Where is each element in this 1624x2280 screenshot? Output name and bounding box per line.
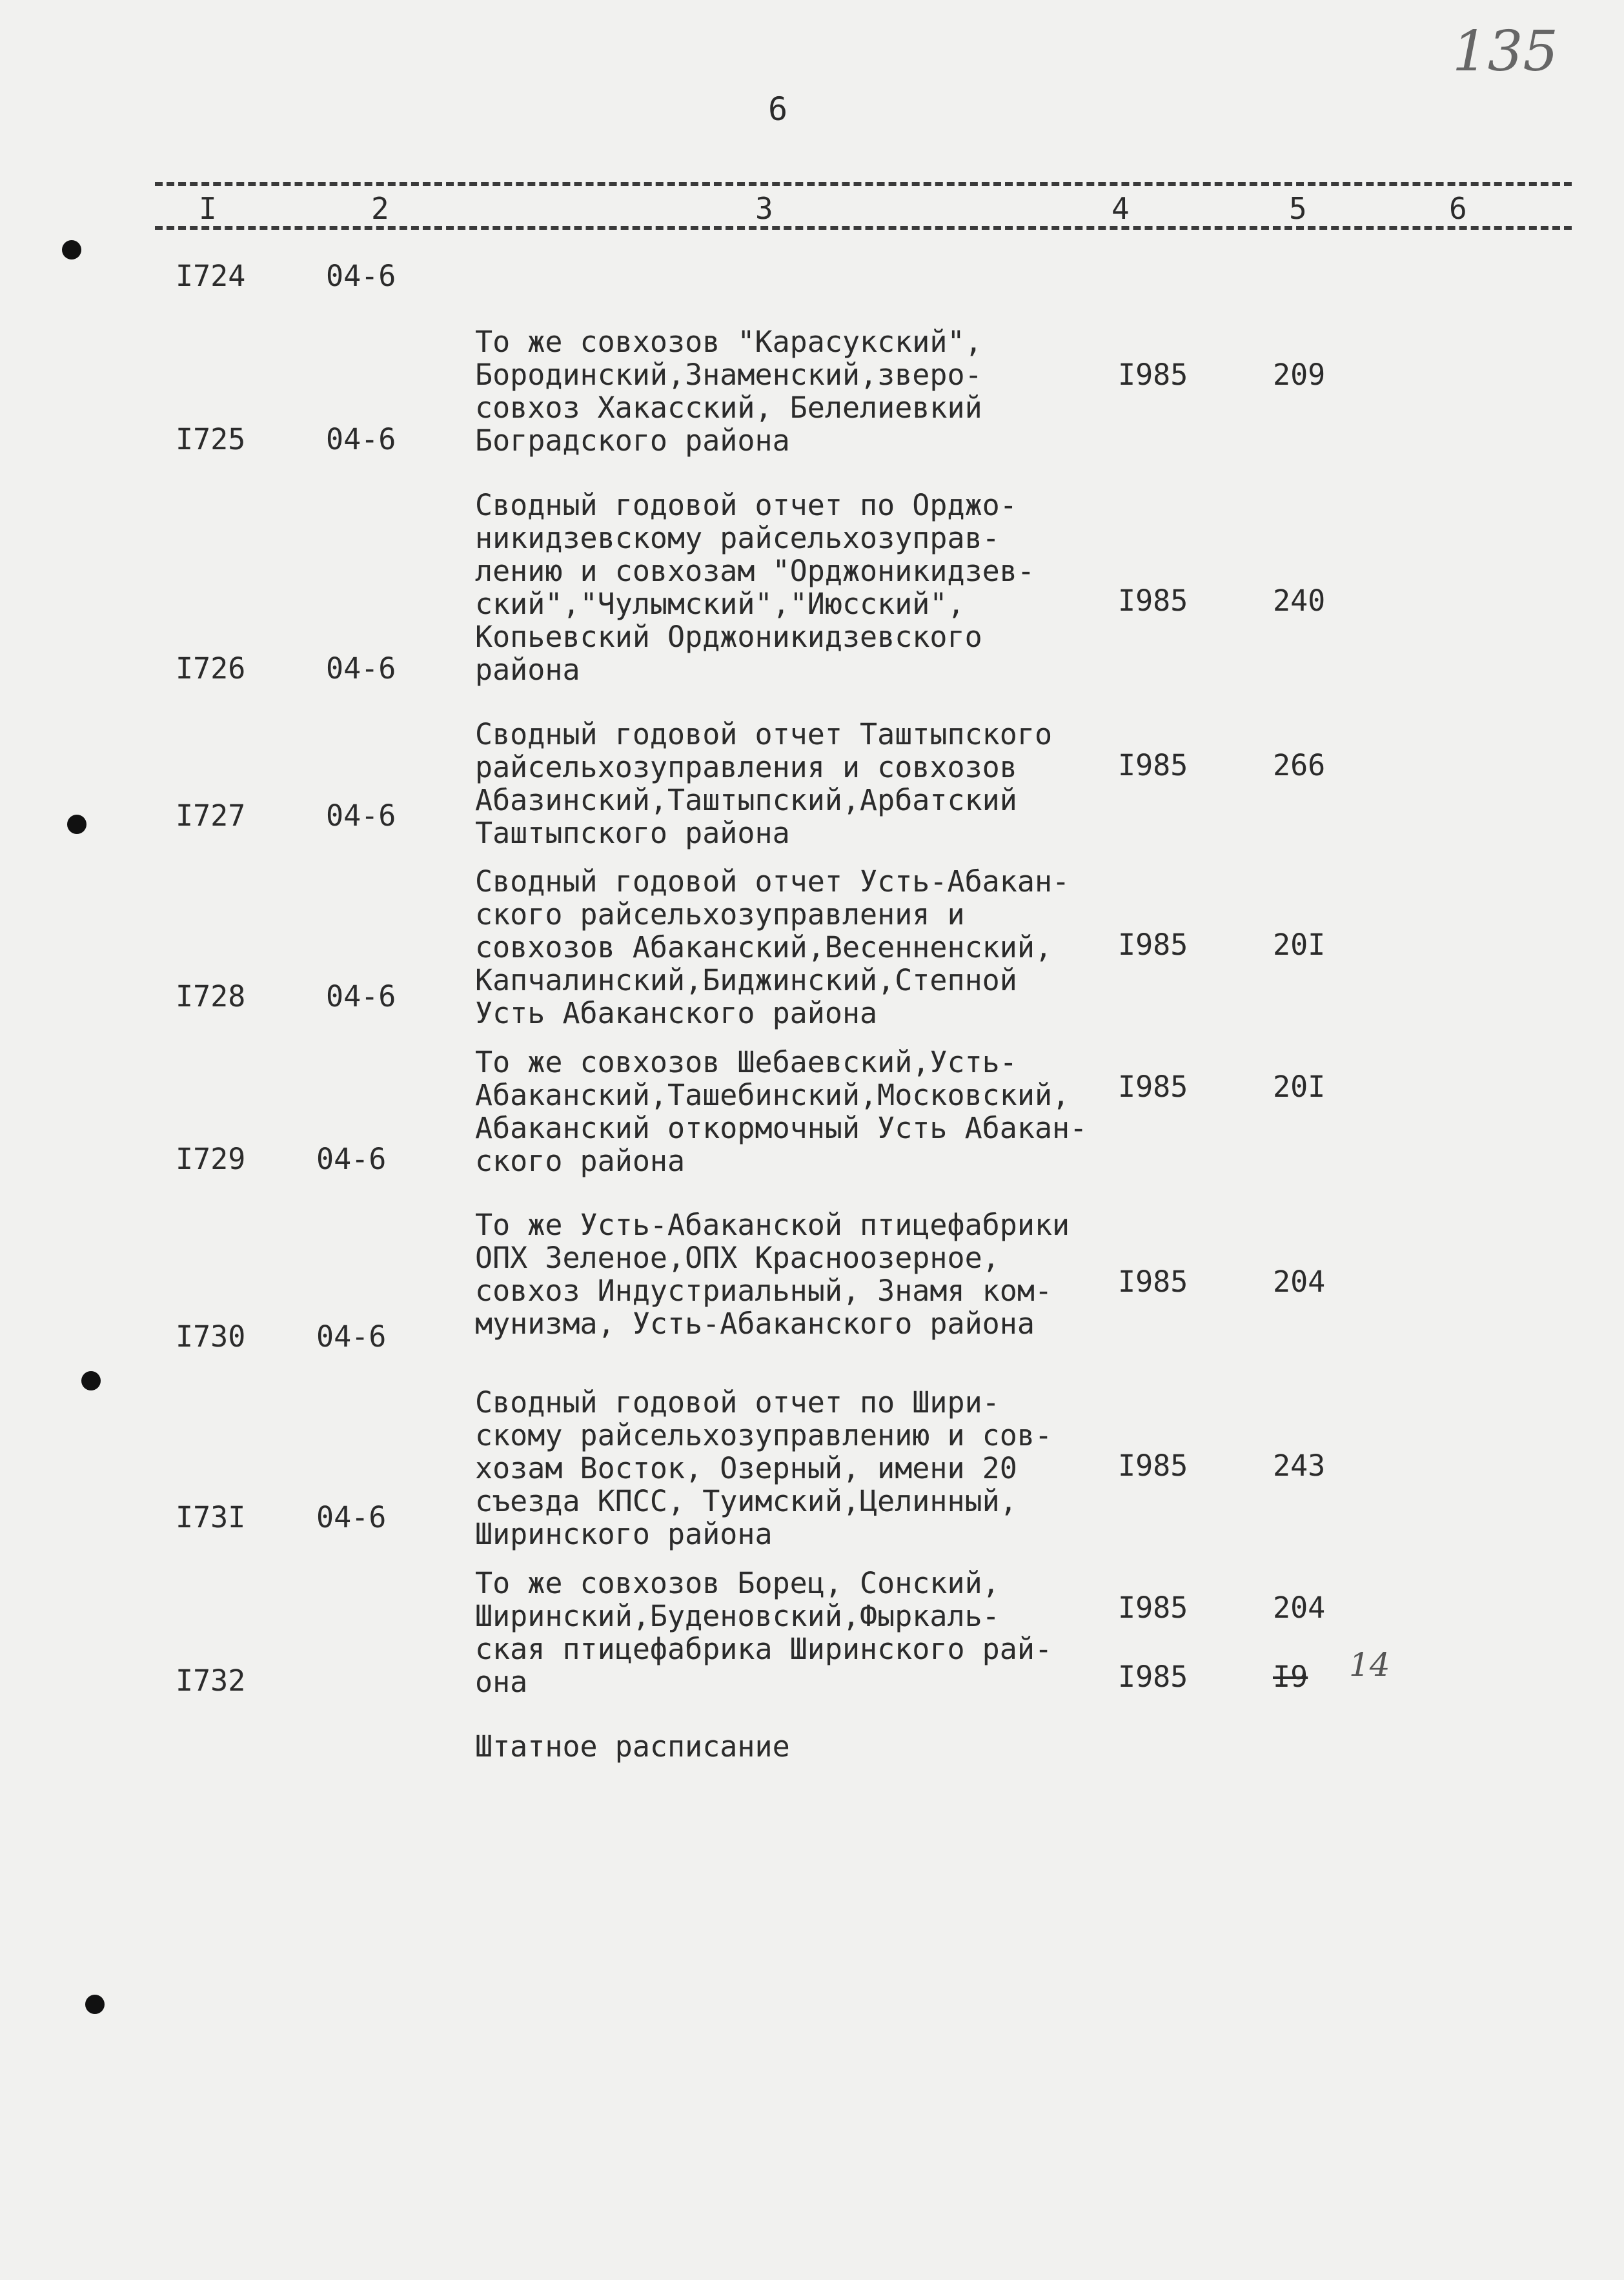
- punch-hole: [62, 240, 81, 260]
- item-pages: 20I: [1273, 928, 1326, 962]
- item-number: I729: [176, 1142, 246, 1176]
- column-header-4: 4: [1111, 191, 1130, 226]
- item-number: I73I: [176, 1500, 246, 1534]
- item-number: I730: [176, 1319, 246, 1354]
- punch-hole: [81, 1371, 101, 1390]
- item-title: Сводный годовой отчет Таштыпского райсельхозуправления и совхозов Абазинский,Таштыпский,Арбатский Таштыпского района: [475, 717, 1053, 850]
- item-pages: 204: [1273, 1265, 1326, 1299]
- item-code: 04-6: [316, 1500, 387, 1534]
- item-code: 04-6: [326, 422, 396, 456]
- column-header-5: 5: [1289, 191, 1307, 226]
- item-year: I985: [1118, 1449, 1188, 1483]
- item-year: I985: [1118, 928, 1188, 962]
- item-year: I985: [1118, 748, 1188, 782]
- item-year: I985: [1118, 1660, 1188, 1694]
- item-number: I726: [176, 651, 246, 686]
- item-code: 04-6: [326, 799, 396, 833]
- item-code: 04-6: [326, 259, 396, 293]
- item-code: 04-6: [316, 1319, 387, 1354]
- item-pages: 240: [1273, 584, 1326, 618]
- page-number: 6: [768, 90, 788, 128]
- item-year: I985: [1118, 584, 1188, 618]
- item-title: То же совхозов "Карасукский", Бородинский,Знаменский,зверо- совхоз Хакасский, Белелиевкий Боградского района: [475, 325, 982, 458]
- item-number: I728: [176, 979, 246, 1013]
- item-pages: 20I: [1273, 1070, 1326, 1104]
- item-number: I725: [176, 422, 246, 456]
- item-year: I985: [1118, 1591, 1188, 1625]
- item-code: 04-6: [316, 1142, 387, 1176]
- item-year: I985: [1118, 358, 1188, 392]
- item-title: То же совхозов Борец, Сонский, Ширинский,Буденовский,Фыркаль- ская птицефабрика Ширинского рай- она: [475, 1566, 1053, 1699]
- item-title: То же Усть-Абаканской птицефабрики ОПХ Зеленое,ОПХ Красноозерное, совхоз Индустриальный, Знамя ком- мунизма, Усть-Абаканского района: [475, 1208, 1070, 1341]
- item-pages-struck: I9: [1273, 1660, 1308, 1694]
- item-year: I985: [1118, 1265, 1188, 1299]
- column-header-3: 3: [755, 191, 773, 226]
- item-title: Штатное расписание: [475, 1729, 790, 1764]
- item-pages-handwritten: 14: [1349, 1646, 1390, 1684]
- item-title: Сводный годовой отчет Усть-Абакан- ского райсельхозуправления и совхозов Абаканский,Весенненский, Капчалинский,Биджинский,Степной Усть Абаканского района: [475, 864, 1070, 1030]
- column-header-1: I: [199, 191, 217, 226]
- item-title: Сводный годовой отчет по Шири- скому райсельхозуправлению и сов- хозам Восток, Озерный, имени 20 съезда КПСС, Туимский,Целинный, Ширинского района: [475, 1385, 1053, 1551]
- item-number: I732: [176, 1664, 246, 1698]
- item-year: I985: [1118, 1070, 1188, 1104]
- column-header-6: 6: [1449, 191, 1467, 226]
- item-pages: 266: [1273, 748, 1326, 782]
- item-title: То же совхозов Шебаевский,Усть- Абаканский,Ташебинский,Московский, Абаканский откормочный Усть Абакан- ского района: [475, 1045, 1088, 1178]
- item-number: I727: [176, 799, 246, 833]
- item-title: Сводный годовой отчет по Орджо- никидзевскому райсельхозуправ- лению и совхозам "Орджоникидзев- ский","Чулымский","Июсский", Копьевский Орджоникидзевского района: [475, 488, 1035, 687]
- item-pages: 204: [1273, 1591, 1326, 1625]
- punch-hole: [67, 815, 86, 834]
- punch-hole: [85, 1995, 105, 2014]
- column-header-2: 2: [371, 191, 389, 226]
- archive-page-number: 135: [1452, 19, 1559, 84]
- item-pages: 209: [1273, 358, 1326, 392]
- item-code: 04-6: [326, 651, 396, 686]
- header-bottom-rule: [155, 226, 1572, 230]
- header-top-rule: [155, 182, 1572, 186]
- item-pages: 243: [1273, 1449, 1326, 1483]
- item-number: I724: [176, 259, 246, 293]
- item-code: 04-6: [326, 979, 396, 1013]
